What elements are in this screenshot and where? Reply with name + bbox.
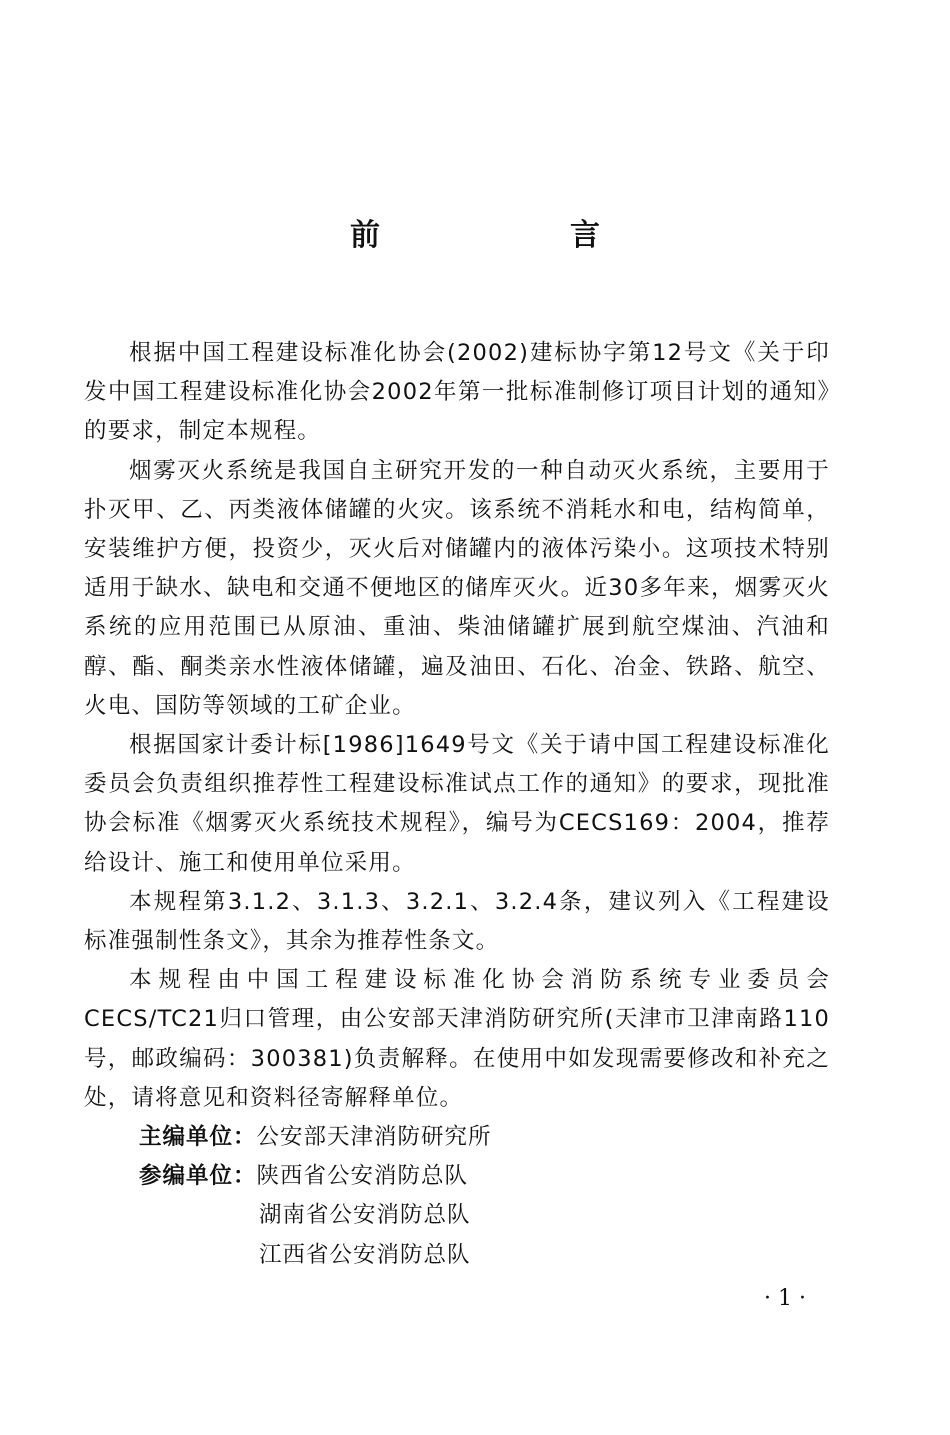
- paragraph-3: 根据国家计委计标[1986]1649号文《关于请中国工程建设标准化委员会负责组织推荐性工程建设标准试点工作的通知》的要求，现批准协会标准《烟雾灭火系统技术规程》，编号为CECS169：2004，推荐给设计、施工和使用单位采用。: [84, 732, 830, 876]
- paragraph-1: 根据中国工程建设标准化协会(2002)建标协字第12号文《关于印发中国工程建设标准化协会2002年第一批标准制修订项目计划的通知》的要求，制定本规程。: [84, 340, 830, 445]
- co-editor-unit: 江西省公安消防总队: [259, 1241, 471, 1268]
- chief-editor-value: 公安部天津消防研究所: [256, 1124, 492, 1151]
- paragraph-2: 烟雾灭火系统是我国自主研究开发的一种自动灭火系统，主要用于扑灭甲、乙、丙类液体储罐的火灾。该系统不消耗水和电，结构简单，安装维护方便，投资少，灭火后对储罐内的液体污染小。这项技术特别适用于缺水、缺电和交通不便地区的储库灭火。近30多年来，烟雾灭火系统的应用范围已从原油、重油、柴油储罐扩展到航空煤油、汽油和醇、酯、酮类亲水性液体储罐，遍及油田、石化、冶金、铁路、航空、火电、国防等领域的工矿企业。: [84, 457, 830, 719]
- co-editor-unit: 陕西省公安消防总队: [256, 1163, 469, 1190]
- paragraph-5: 本规程由中国工程建设标准化协会消防系统专业委员会CECS/TC21归口管理，由公安部天津消防研究所(天津市卫津南路110号，邮政编码：300381)负责解释。在使用中如发现需要修改和补充之处，请将意见和资料径寄解释单位。: [84, 967, 830, 1111]
- chief-editor-label: 主编单位：: [139, 1124, 257, 1151]
- page-title: 前 言: [350, 218, 680, 253]
- chief-editor-line: [84, 1118, 830, 1157]
- paragraph-4: 本规程第3.1.2、3.1.3、3.2.1、3.2.4条，建议列入《工程建设标准强制性条文》，其余为推荐性条文。: [84, 888, 830, 955]
- preface-body: [84, 334, 830, 1275]
- co-editor-label: 参编单位：: [139, 1163, 257, 1190]
- co-editor-unit: 湖南省公安消防总队: [259, 1202, 471, 1229]
- page-number: · 1 ·: [764, 1286, 806, 1311]
- co-editor-line: [84, 1157, 830, 1196]
